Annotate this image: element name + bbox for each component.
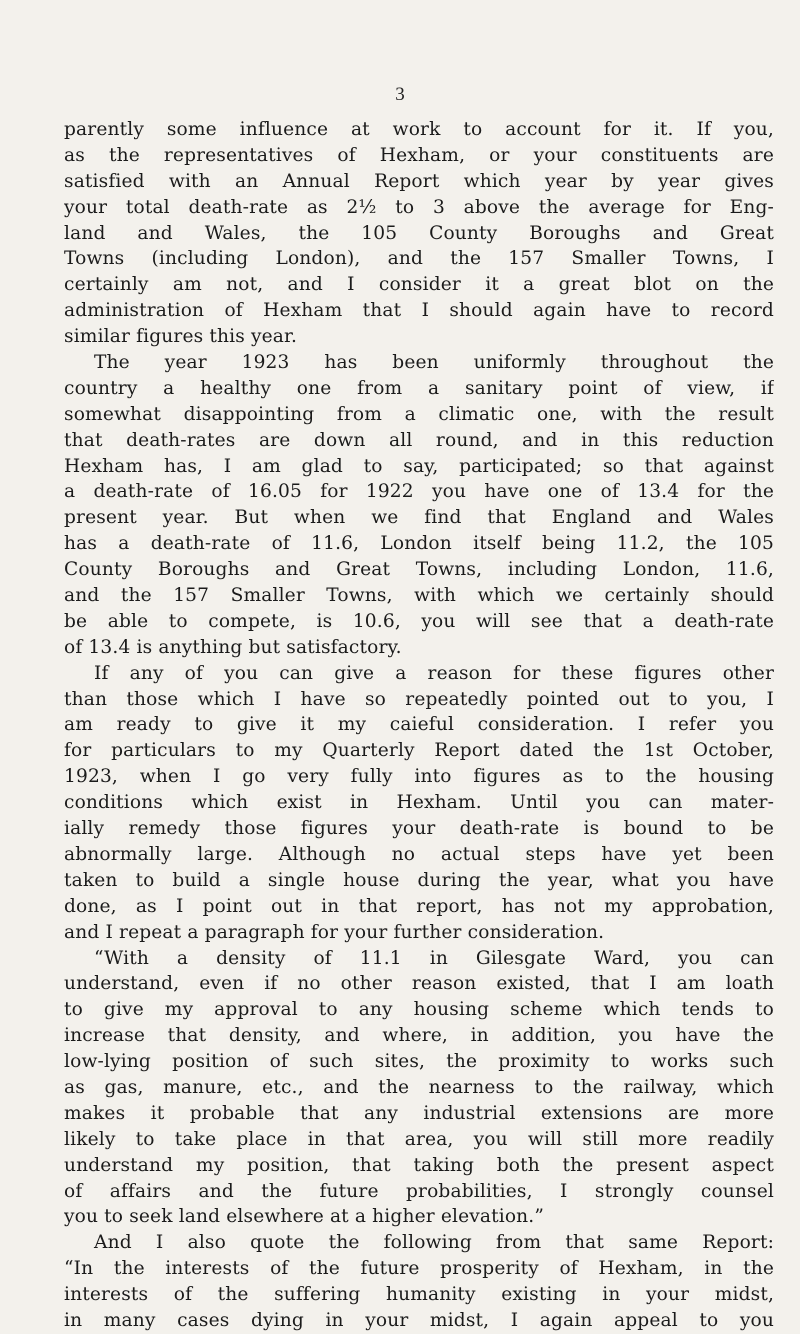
text-line: your total death-rate as 2½ to 3 above the average for Eng-: [64, 196, 774, 218]
text-line: than those which I have so repeatedly pointed out to you, I: [64, 688, 774, 710]
text-line: somewhat disappointing from a climatic one, with the result: [64, 403, 774, 425]
text-line: interests of the suffering humanity existing in your midst,: [64, 1284, 774, 1306]
text-line: low-lying position of such sites, the proximity to works such: [64, 1051, 774, 1073]
text-line: of affairs and the future probabilities, I strongly counsel: [64, 1180, 774, 1202]
text-line: be able to compete, is 10.6, you will see that a death-rate: [64, 610, 774, 632]
text-line: abnormally large. Although no actual steps have yet been: [64, 843, 774, 865]
body-text: [64, 117, 774, 1334]
text-line: that death-rates are down all round, and in this reduction: [64, 429, 774, 451]
text-line: for particulars to my Quarterly Report dated the 1st October,: [64, 740, 774, 762]
text-line: to give my approval to any housing scheme which tends to: [64, 999, 774, 1021]
text-line: 1923, when I go very fully into figures as to the housing: [64, 766, 774, 788]
text-line: present year. But when we find that England and Wales: [64, 507, 774, 529]
text-line: as gas, manure, etc., and the nearness to the railway, which: [64, 1076, 774, 1098]
text-line: done, as I point out in that report, has not my approbation,: [64, 895, 774, 917]
text-line: a death-rate of 16.05 for 1922 you have one of 13.4 for the: [64, 481, 774, 503]
text-line: understand my position, that taking both the present aspect: [64, 1154, 774, 1176]
text-line: likely to take place in that area, you will still more readily: [64, 1128, 774, 1150]
text-line: has a death-rate of 11.6, London itself being 11.2, the 105: [64, 533, 774, 555]
text-line: County Boroughs and Great Towns, including London, 11.6,: [64, 559, 774, 581]
text-line: conditions which exist in Hexham. Until you can mater-: [64, 792, 774, 814]
text-line: increase that density, and where, in addition, you have the: [64, 1025, 774, 1047]
text-line: satisfied with an Annual Report which year by year gives: [64, 170, 774, 192]
text-line: as the representatives of Hexham, or your constituents are: [64, 144, 774, 166]
text-line: understand, even if no other reason existed, that I am loath: [64, 973, 774, 995]
text-line: administration of Hexham that I should again have to record: [64, 300, 774, 322]
text-line: Hexham has, I am glad to say, participated; so that against: [64, 455, 774, 477]
text-line: And I also quote the following from that same Report:: [94, 1232, 774, 1254]
text-line: land and Wales, the 105 County Boroughs and Great: [64, 222, 774, 244]
text-line: and I repeat a paragraph for your further consideration.: [64, 921, 605, 943]
text-line: If any of you can give a reason for these figures other: [94, 662, 774, 684]
page-number: 3: [395, 84, 405, 105]
text-line: parently some influence at work to account for it. If you,: [64, 119, 774, 140]
text-line: “In the interests of the future prosperity of Hexham, in the: [64, 1258, 774, 1280]
text-line: country a healthy one from a sanitary point of view, if: [64, 377, 774, 399]
text-line: The year 1923 has been uniformly throughout the: [94, 352, 774, 374]
text-line: certainly am not, and I consider it a great blot on the: [64, 274, 774, 296]
text-line: similar figures this year.: [64, 326, 298, 348]
text-line: you to seek land elsewhere at a higher elevation.”: [64, 1206, 545, 1228]
text-line: am ready to give it my caieful consideration. I refer you: [64, 714, 774, 736]
text-line: and the 157 Smaller Towns, with which we certainly should: [64, 585, 774, 607]
text-line: makes it probable that any industrial extensions are more: [64, 1102, 774, 1124]
text-line: “With a density of 11.1 in Gilesgate Ward, you can: [94, 947, 774, 969]
text-line: Towns (including London), and the 157 Smaller Towns, I: [64, 248, 774, 270]
text-line: of 13.4 is anything but satisfactory.: [64, 636, 402, 658]
text-line: in many cases dying in your midst, I again appeal to you: [64, 1309, 774, 1331]
text-line: ially remedy those figures your death-rate is bound to be: [64, 818, 774, 840]
text-line: taken to build a single house during the year, what you have: [64, 869, 774, 891]
